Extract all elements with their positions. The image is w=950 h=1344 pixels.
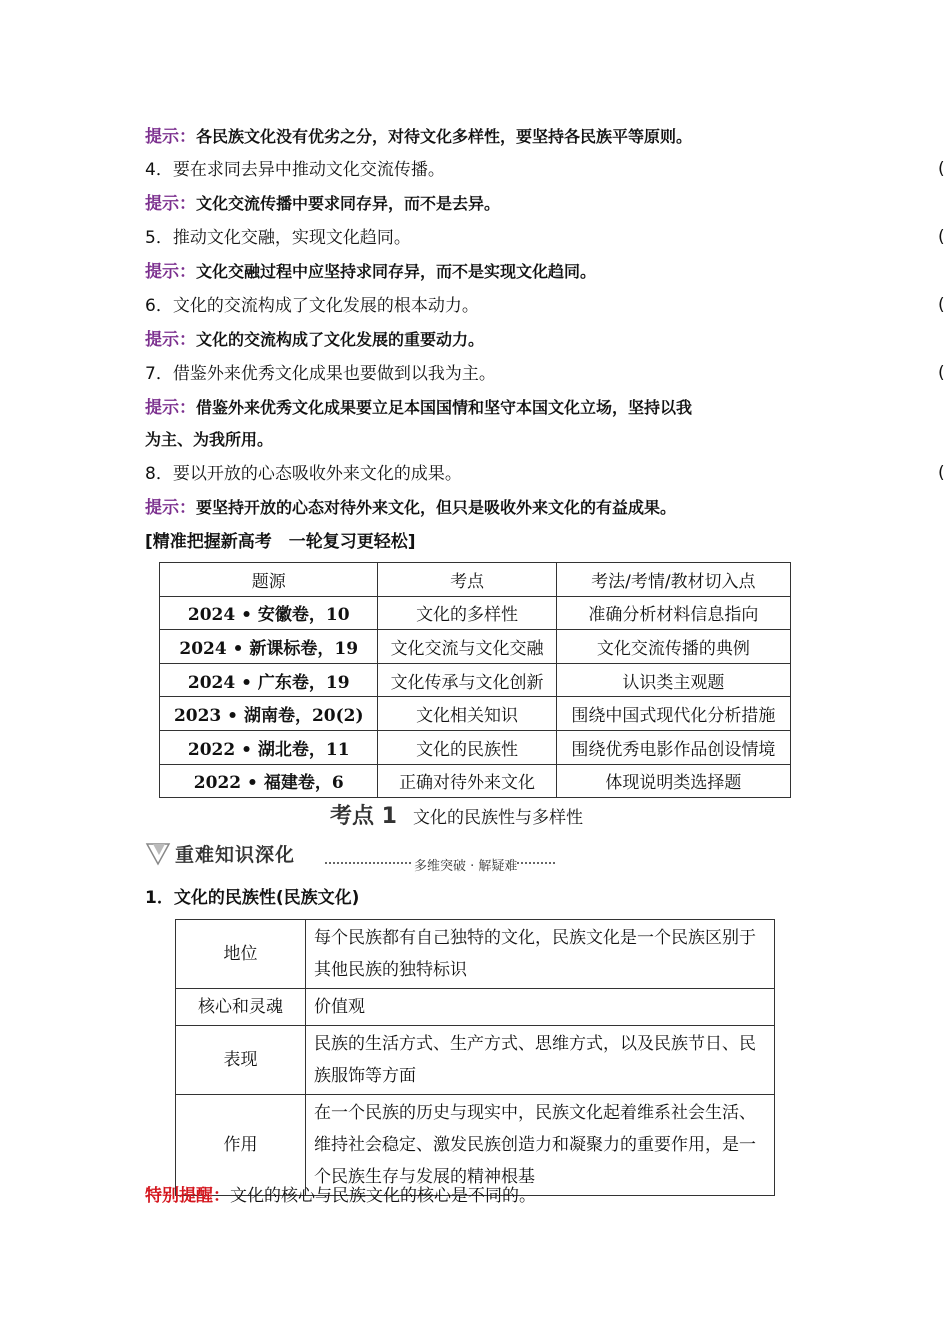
special-note [145, 1185, 536, 1207]
cell-method: 围绕优秀电影作品创设情境 [556, 730, 790, 764]
table-row [176, 1026, 775, 1095]
kaodian-heading [330, 799, 583, 830]
table-row [160, 630, 791, 664]
triangle-icon [145, 842, 171, 870]
table-row [160, 730, 791, 764]
kaodian-label: 考点 1 [330, 804, 397, 829]
cell-point: 文化传承与文化创新 [378, 663, 556, 697]
special-note-text: 文化的核心与民族文化的核心是不同的。 [230, 1186, 536, 1206]
cell-method: 文化交流传播的典例 [556, 630, 790, 664]
table-row [176, 1095, 775, 1196]
hint-label: 提示： [145, 398, 196, 418]
row-value: 价值观 [306, 989, 775, 1026]
hint-line-8 [145, 497, 676, 519]
hint-line-7-cont: 为主、为我所用。 [145, 430, 274, 449]
cell-point: 正确对待外来文化 [378, 764, 556, 798]
hint-text: 各民族文化没有优劣之分，对待文化多样性，要坚持各民族平等原则。 [196, 127, 693, 146]
row-value: 在一个民族的历史与现实中，民族文化起着维系社会生活、维持社会稳定、激发民族创造力和凝聚力的重要作用，是一个民族生存与发展的精神根基 [306, 1095, 775, 1196]
hint-text: 文化交流传播中要求同存异，而不是去异。 [196, 194, 501, 213]
hint-text: 借鉴外来优秀文化成果要立足本国国情和坚守本国文化立场，坚持以我 [196, 398, 693, 417]
cell-source: 2023 • 湖南卷，20(2) [160, 697, 378, 731]
exam-source-table [159, 562, 791, 798]
hint-label: 提示： [145, 127, 196, 147]
hint-text: 要坚持开放的心态对待外来文化，但只是吸收外来文化的有益成果。 [196, 498, 677, 517]
hint-text: 文化的交流构成了文化发展的重要动力。 [196, 330, 485, 349]
cell-source: 2024 • 新课标卷，19 [160, 630, 378, 664]
hint-line-3 [145, 126, 692, 148]
row-key: 作用 [176, 1095, 306, 1196]
answer-paren: ( [938, 463, 945, 483]
special-note-label: 特别提醒： [145, 1186, 230, 1206]
subsection-title: 1．文化的民族性(民族文化) [145, 888, 360, 908]
cell-point: 文化的多样性 [378, 596, 556, 630]
hint-text: 文化交融过程中应坚持求同存异，而不是实现文化趋同。 [196, 262, 597, 281]
answer-paren: ( [938, 159, 945, 179]
table-row [160, 596, 791, 630]
hint-line-6 [145, 329, 484, 351]
table-row [160, 663, 791, 697]
header-method: 考法/考情/教材切入点 [556, 563, 790, 597]
cell-source: 2022 • 福建卷，6 [160, 764, 378, 798]
row-key: 核心和灵魂 [176, 989, 306, 1026]
hint-line-4 [145, 193, 500, 215]
answer-paren: ( [938, 295, 945, 315]
row-key: 地位 [176, 920, 306, 989]
cell-method: 围绕中国式现代化分析措施 [556, 697, 790, 731]
hint-line-7 [145, 397, 692, 419]
table-row [160, 764, 791, 798]
table-header-row [160, 563, 791, 597]
answer-paren: ( [938, 363, 945, 383]
cell-method: 体现说明类选择题 [556, 764, 790, 798]
table-row [176, 989, 775, 1026]
cell-source: 2022 • 湖北卷，11 [160, 730, 378, 764]
hint-label: 提示： [145, 498, 196, 518]
banner-title: 重难知识深化 [175, 844, 296, 866]
row-value: 每个民族都有自己独特的文化，民族文化是一个民族区别于其他民族的独特标识 [306, 920, 775, 989]
question-6: 6．文化的交流构成了文化发展的根本动力。 [145, 296, 479, 316]
cell-point: 文化相关知识 [378, 697, 556, 731]
hint-line-5 [145, 261, 596, 283]
question-5: 5．推动文化交融，实现文化趋同。 [145, 228, 411, 248]
section-banner [145, 838, 535, 872]
national-culture-table [175, 919, 775, 1196]
row-value: 民族的生活方式、生产方式、思维方式，以及民族节日、民族服饰等方面 [306, 1026, 775, 1095]
row-key: 表现 [176, 1026, 306, 1095]
hint-label: 提示： [145, 262, 196, 282]
section-title: [精准把握新高考 一轮复习更轻松] [145, 532, 416, 552]
table-row [176, 920, 775, 989]
cell-point: 文化交流与文化交融 [378, 630, 556, 664]
hint-label: 提示： [145, 194, 196, 214]
banner-subtitle: 多维突破 · 解疑难 [412, 855, 517, 874]
cell-method: 认识类主观题 [556, 663, 790, 697]
question-8: 8．要以开放的心态吸收外来文化的成果。 [145, 464, 462, 484]
question-4: 4．要在求同去异中推动文化交流传播。 [145, 160, 445, 180]
kaodian-title: 文化的民族性与多样性 [412, 808, 583, 828]
header-source: 题源 [160, 563, 378, 597]
cell-source: 2024 • 广东卷，19 [160, 663, 378, 697]
header-point: 考点 [378, 563, 556, 597]
cell-method: 准确分析材料信息指向 [556, 596, 790, 630]
cell-point: 文化的民族性 [378, 730, 556, 764]
answer-paren: ( [938, 227, 945, 247]
question-7: 7．借鉴外来优秀文化成果也要做到以我为主。 [145, 364, 496, 384]
hint-label: 提示： [145, 330, 196, 350]
cell-source: 2024 • 安徽卷，10 [160, 596, 378, 630]
table-row [160, 697, 791, 731]
